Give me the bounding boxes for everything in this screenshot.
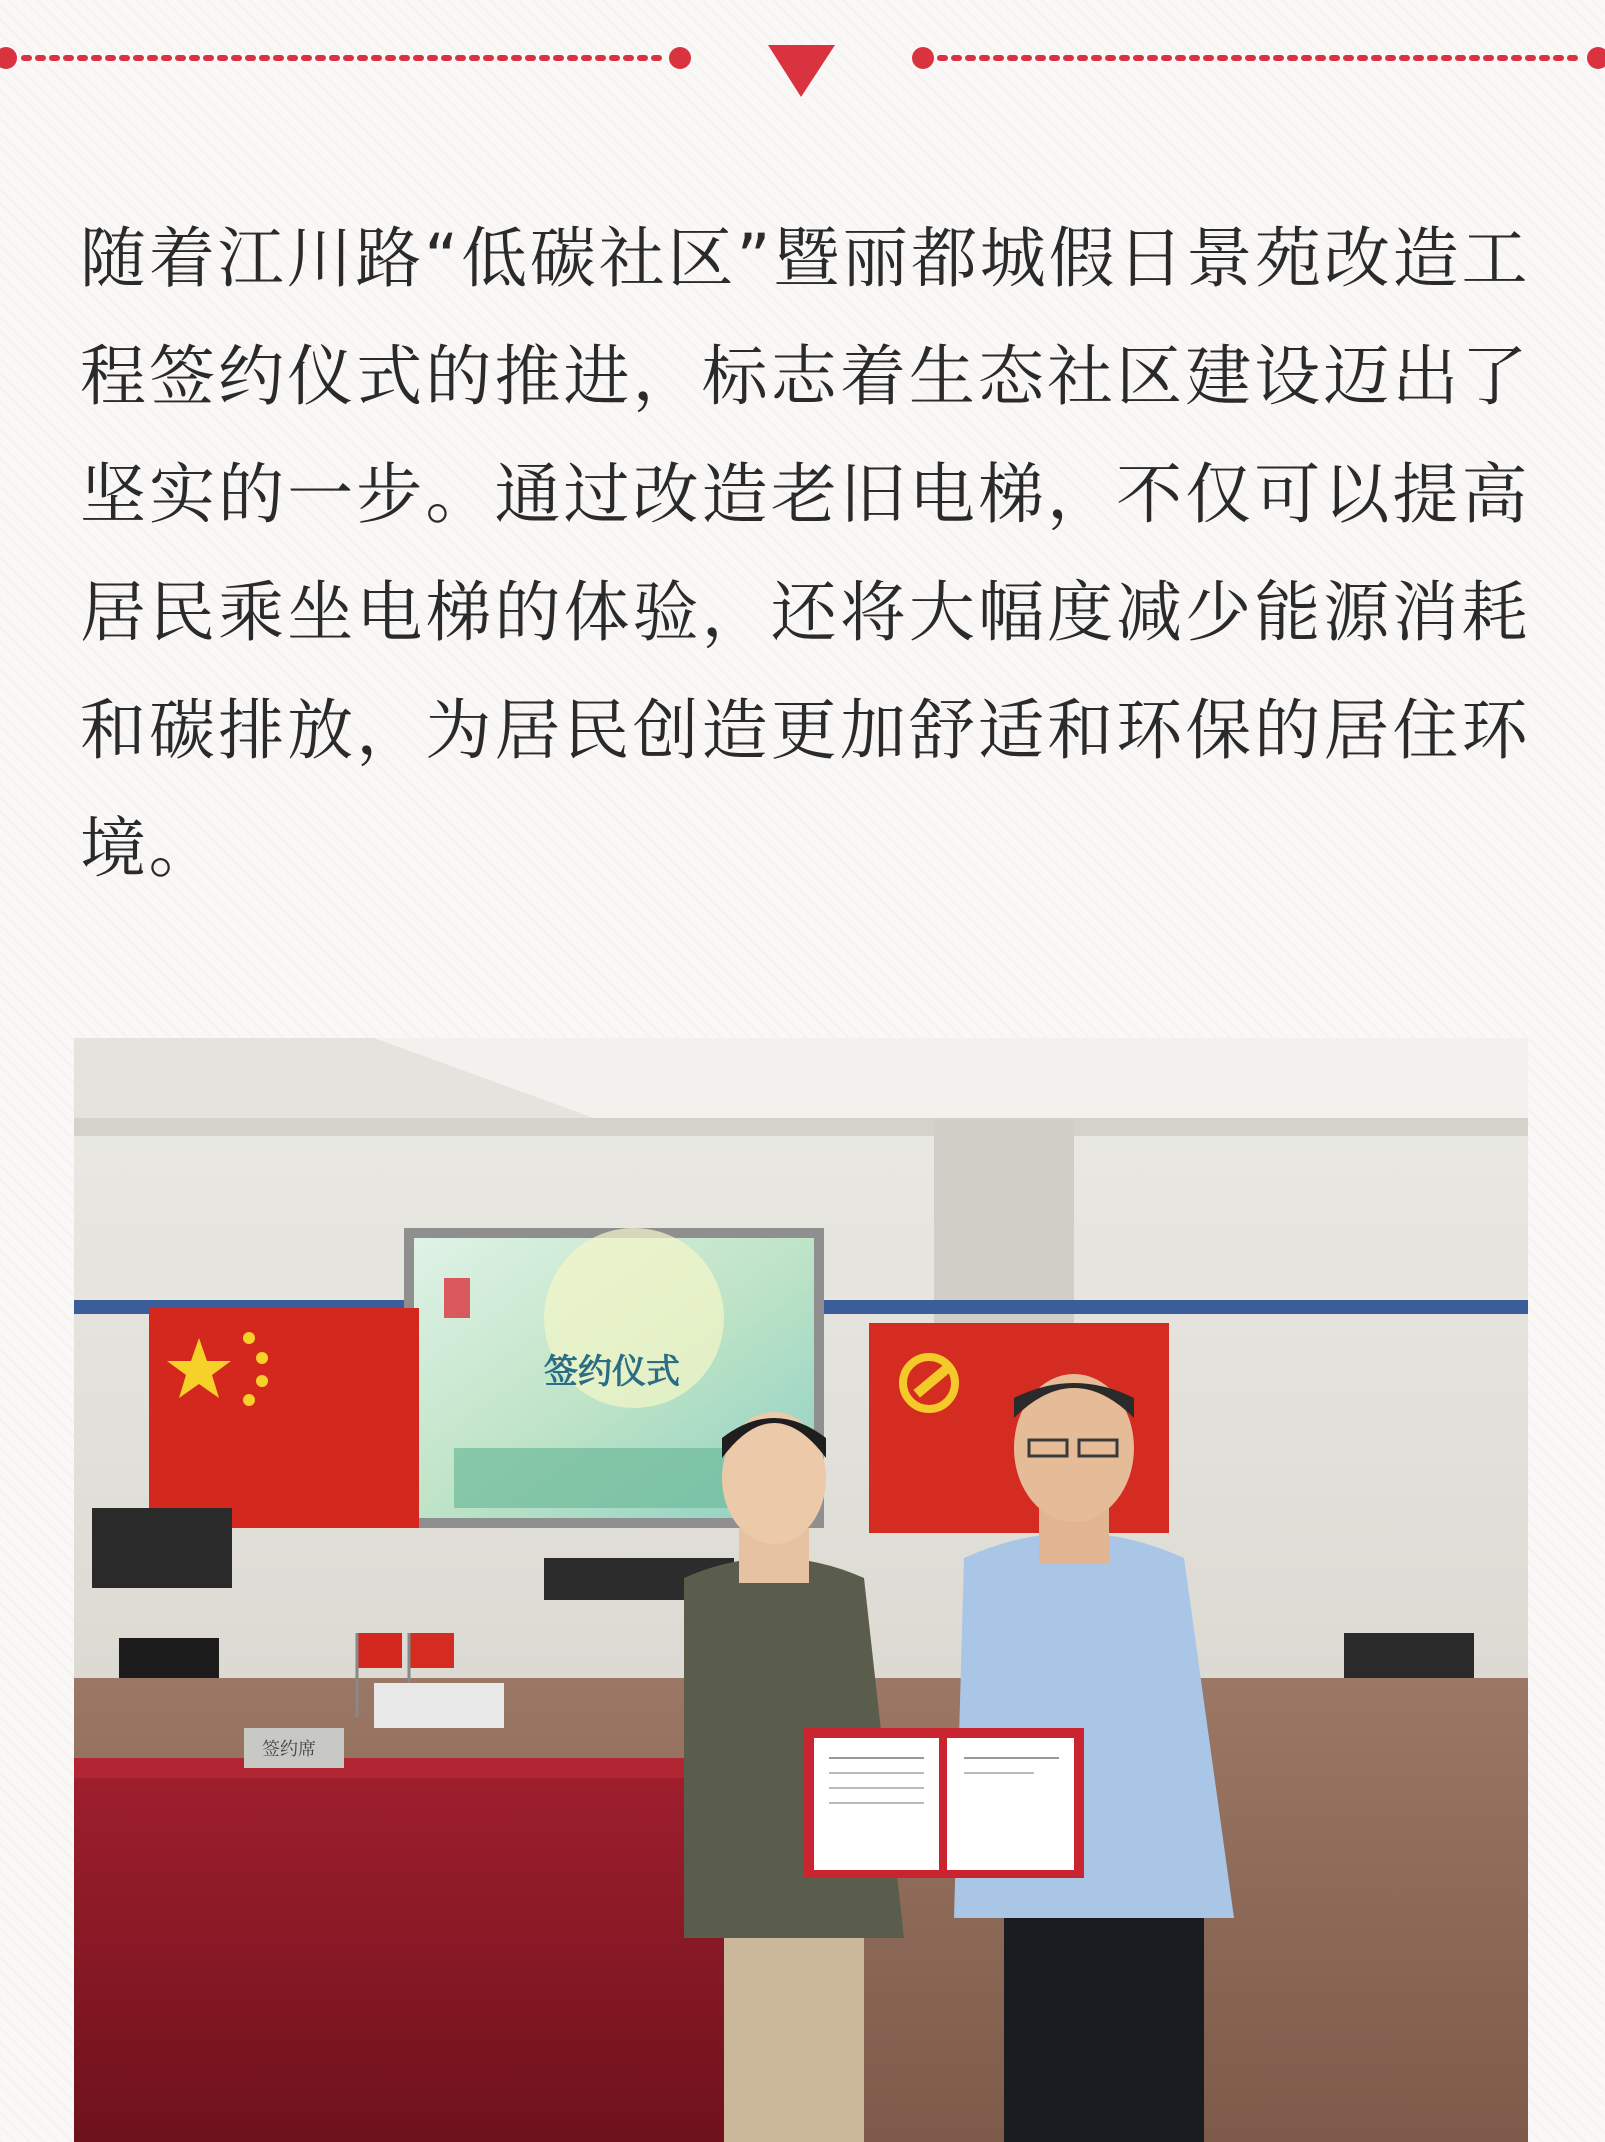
divider-triangle-icon <box>768 45 835 97</box>
divider-left-inner-dot <box>669 47 691 69</box>
signed-document <box>804 1728 1084 1878</box>
table-flag-china <box>357 1633 402 1668</box>
screen-logo <box>444 1278 470 1318</box>
signing-ceremony-photo <box>74 1038 1528 2142</box>
china-flag <box>149 1308 419 1528</box>
divider-left-end-dot <box>0 47 17 69</box>
desk-sign-text: 签约席 <box>262 1739 316 1760</box>
article-paragraph: 随着江川路“低碳社区”暨丽都城假日景苑改造工程签约仪式的推进，标志着生态社区建设迈出了坚实的一步。通过改造老旧电梯，不仅可以提高居民乘坐电梯的体验，还将大幅度减少能源消耗和碳排放，为居民创造更加舒适和环保的居住环境。 <box>80 220 1530 887</box>
divider-right-end-dot <box>1587 47 1605 69</box>
header-divider <box>0 0 1605 110</box>
projector <box>374 1683 504 1728</box>
table-flag-party <box>409 1633 454 1668</box>
divider-right-inner-dot <box>912 47 934 69</box>
screen-title-text: 签约仪式 <box>544 1352 680 1392</box>
left-speaker <box>92 1508 232 1588</box>
